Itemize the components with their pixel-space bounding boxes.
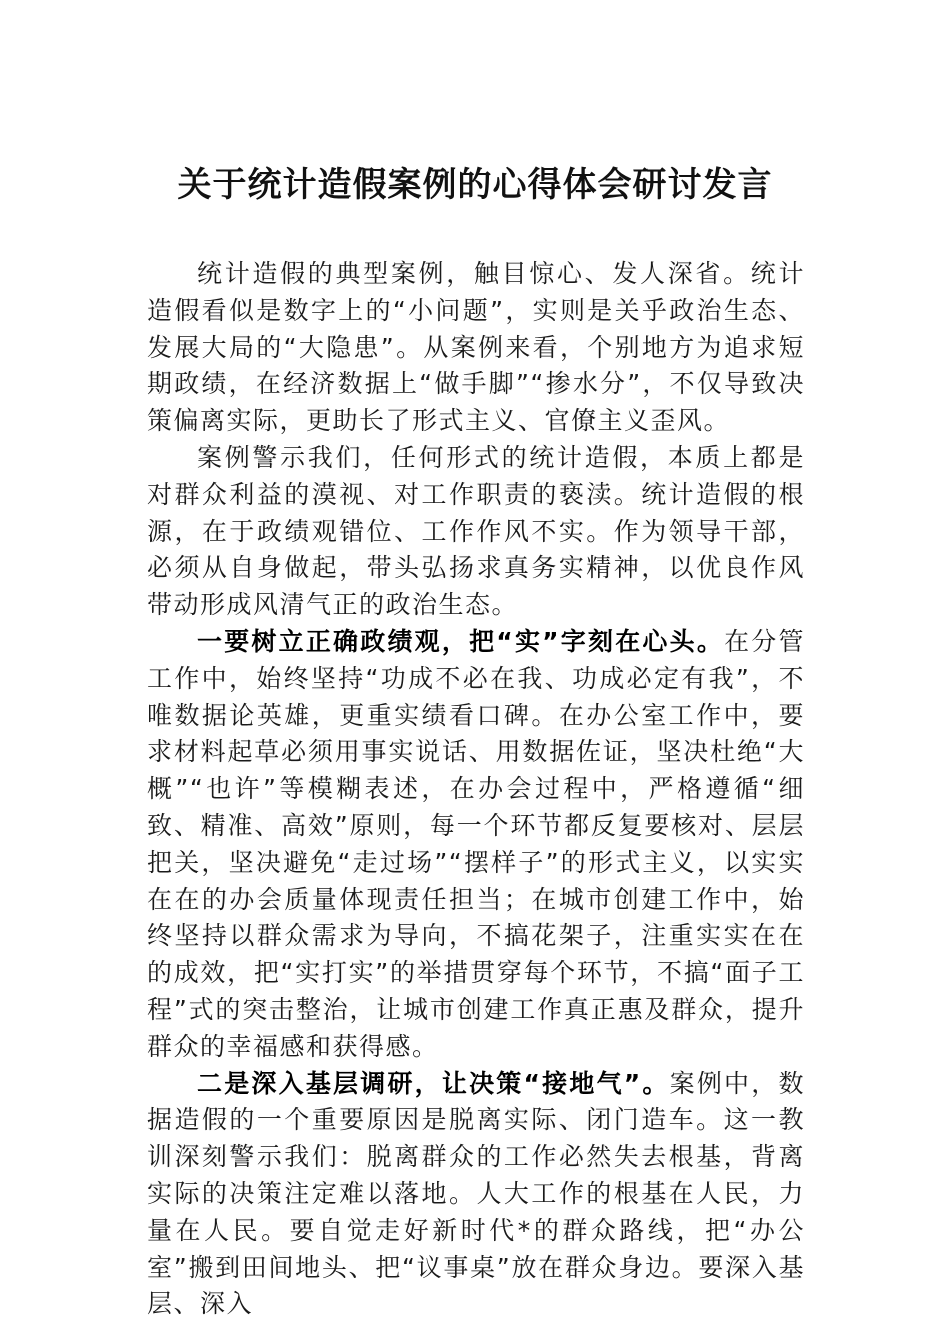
paragraph-text: 统计造假的典型案例，触目惊心、发人深省。统计造假看似是数字上的“小问题”，实则是关乎政治生态、发展大局的“大隐患”。从案例来看，个别地方为追求短期政绩，在经济数据上“做手脚”“掺水分”，不仅导致决策偏离实际，更助长了形式主义、官僚主义歪风。: [147, 259, 805, 436]
document-title: 关于统计造假案例的心得体会研讨发言: [177, 165, 773, 205]
paragraph-text: 案例警示我们，任何形式的统计造假，本质上都是对群众利益的漠视、对工作职责的亵渎。统计造假的根源，在于政绩观错位、工作作风不实。作为领导干部，必须从自身做起，带头弘扬求真务实精神，以优良作风带动形成风清气正的政治生态。: [147, 442, 805, 620]
paragraph-3: [147, 624, 805, 1066]
paragraph-4: [147, 1066, 805, 1324]
paragraph-lead-heading: 一要树立正确政绩观，把“实”字刻在心头。: [197, 626, 725, 656]
paragraph-2: [147, 440, 805, 624]
document-body: [147, 256, 805, 1323]
paragraph-text: 案例中，数据造假的一个重要原因是脱离实际、闭门造车。这一教训深刻警示我们：脱离群众的工作必然失去根基，背离实际的决策注定难以落地。人大工作的根基在人民，力量在人民。要自觉走好新时代*的群众路线，把“办公室”搬到田间地头、把“议事桌”放在群众身边。要深入基层、深入: [147, 1068, 805, 1319]
paragraph-1: [147, 256, 805, 440]
paragraph-text: 在分管工作中，始终坚持“功成不必在我、功成必定有我”，不唯数据论英雄，更重实绩看口碑。在办公室工作中，要求材料起草必须用事实说话、用数据佐证，坚决杜绝“大概”“也许”等模糊表述，在办会过程中，严格遵循“细致、精准、高效”原则，每一个环节都反复要核对、层层把关，坚决避免“走过场”“摆样子”的形式主义，以实实在在的办会质量体现责任担当；在城市创建工作中，始终坚持以群众需求为导向，不搞花架子，注重实实在在的成效，把“实打实”的举措贯穿每个环节，不搞“面子工程”式的突击整治，让城市创建工作真正惠及群众，提升群众的幸福感和获得感。: [147, 626, 805, 1061]
paragraph-lead-heading: 二是深入基层调研，让决策“接地气”。: [197, 1068, 670, 1098]
